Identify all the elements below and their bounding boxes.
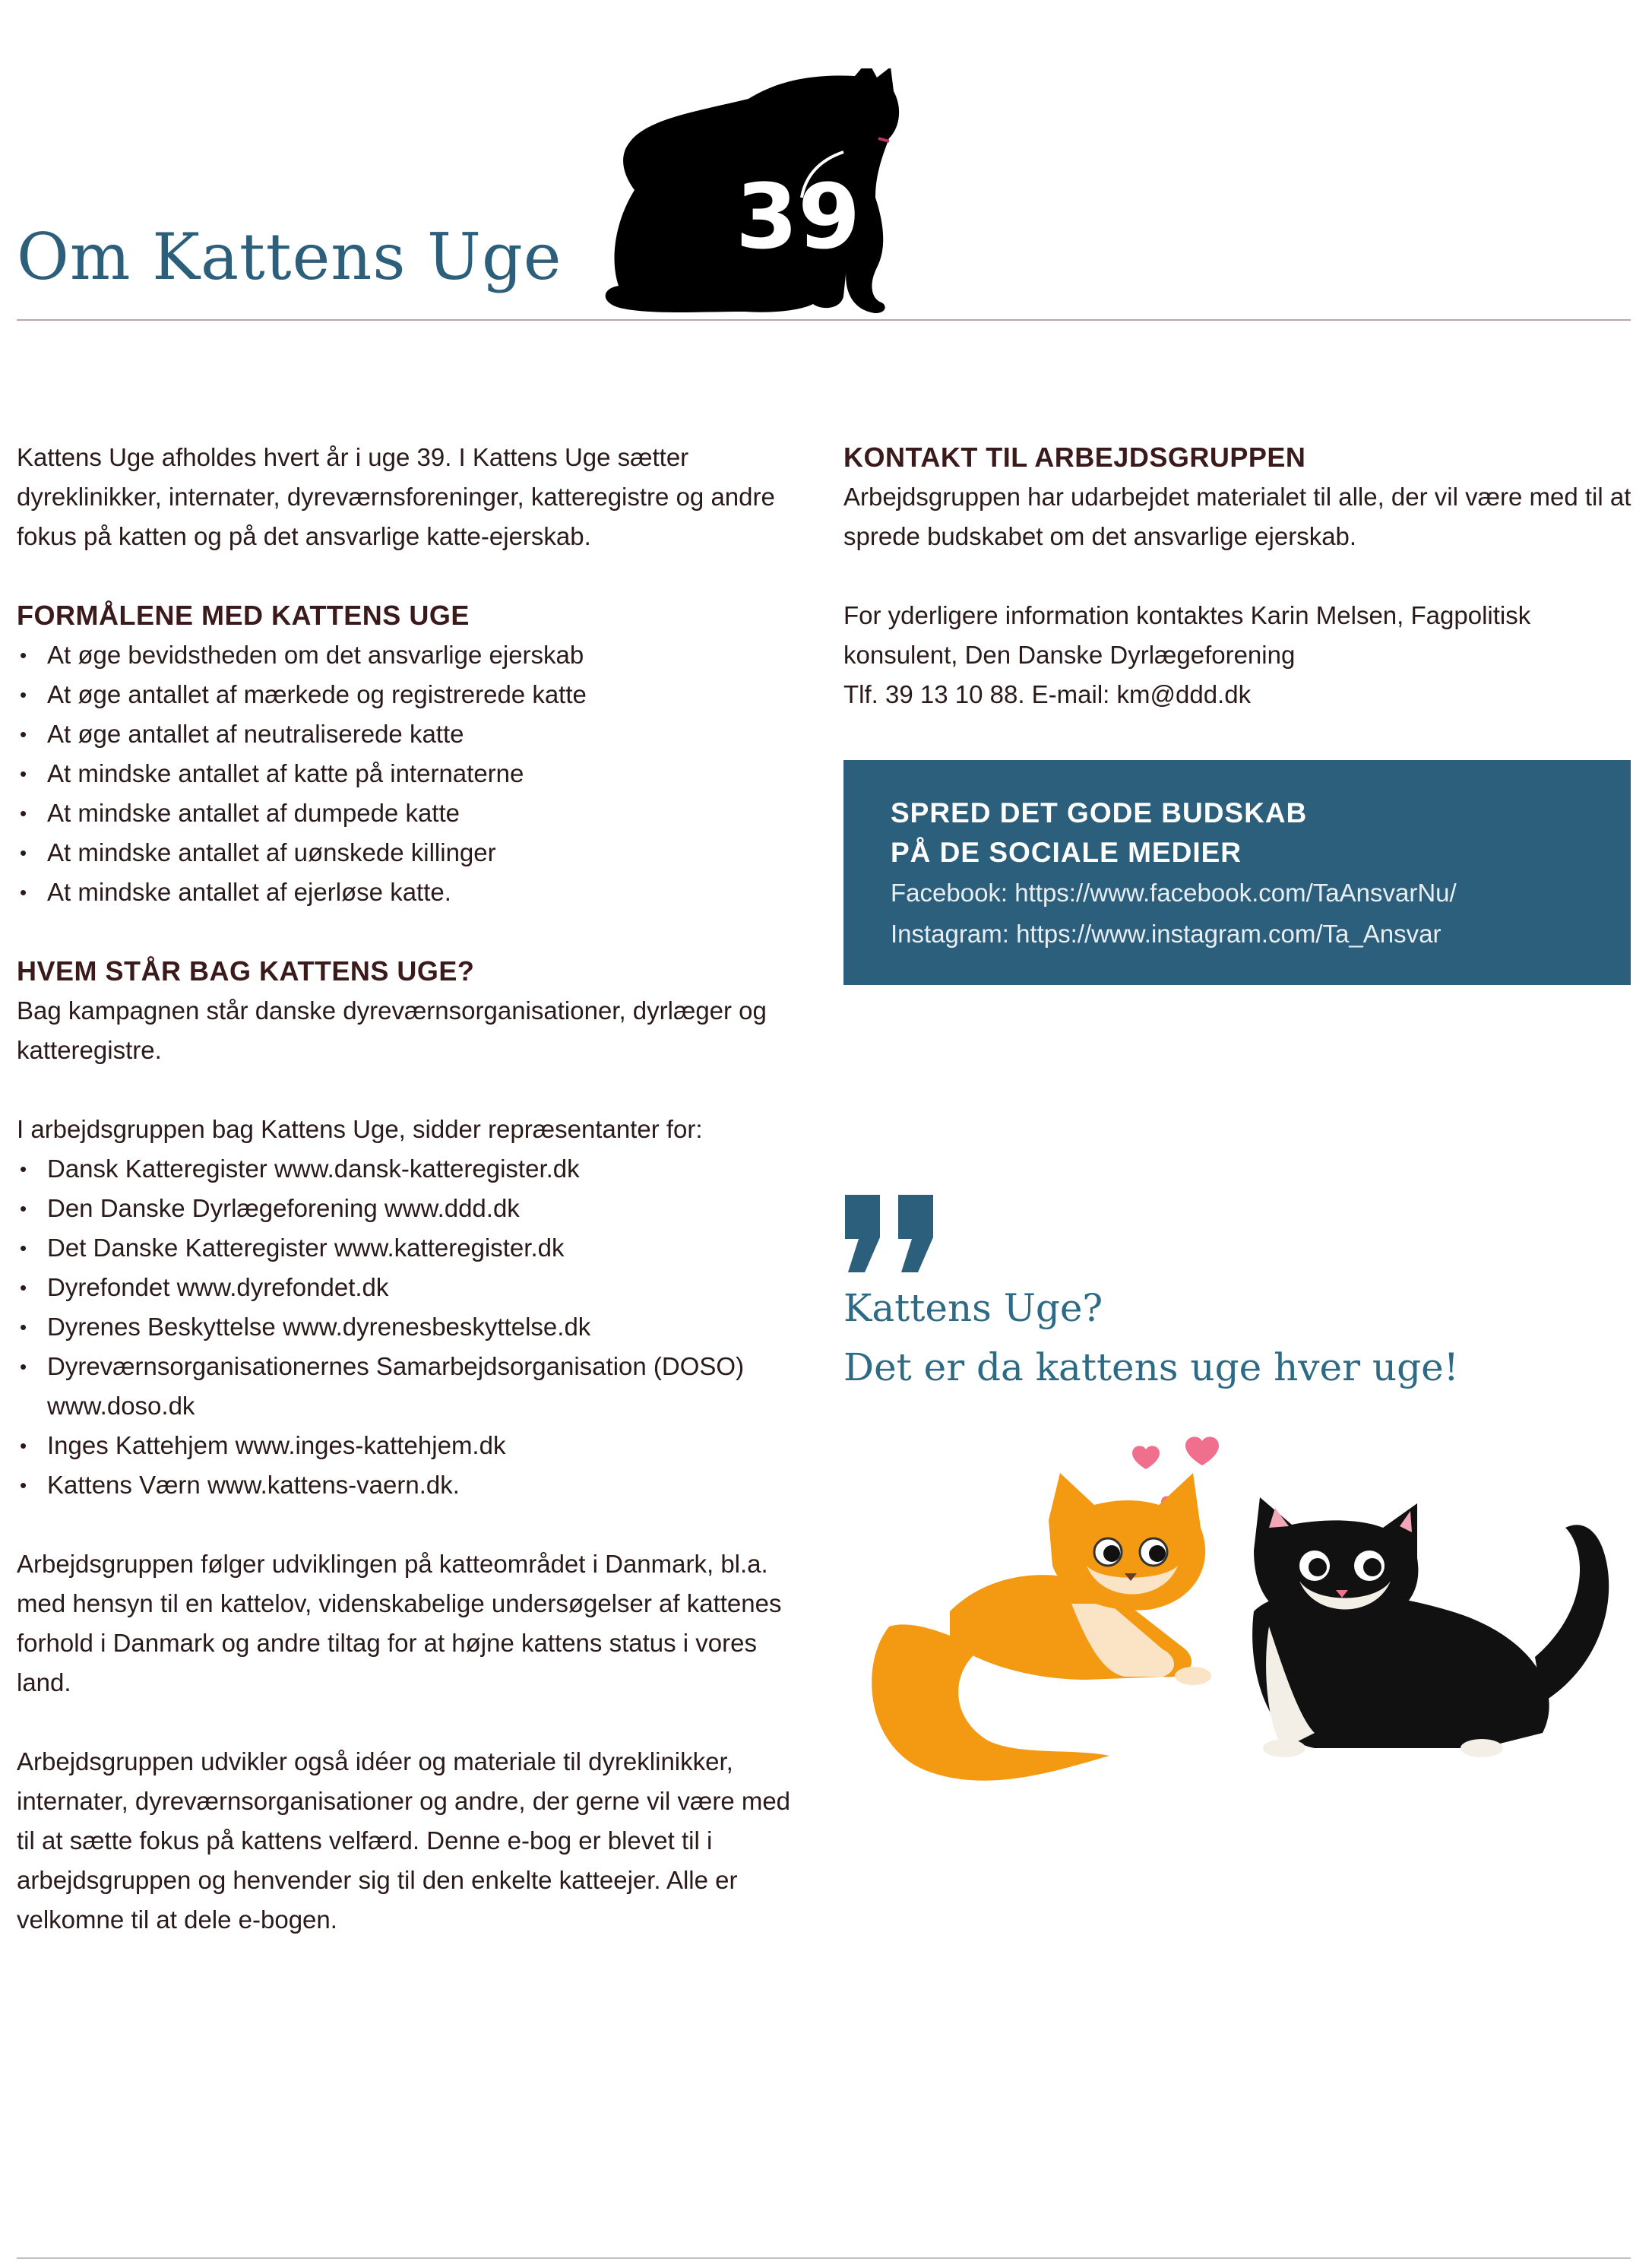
list-item: • Kattens Værn www.kattens-vaern.dk. xyxy=(17,1465,807,1505)
instagram-link[interactable]: Instagram: https://www.instagram.com/Ta_Ansvar xyxy=(891,920,1442,948)
logo-number: 39 xyxy=(736,164,861,269)
footer-divider xyxy=(17,2257,1631,2259)
cats-illustration xyxy=(859,1414,1634,1809)
workgroup-paragraph-2: Arbejdsgruppen udvikler også idéer og materiale til dyreklinikker, internater, dyreværnsorganisationer og andre, der gerne vil være med til at sætte fokus på kattens velfærd. Denne e-bog er blevet til i arbejdsgruppen og henvender sig til den enkelte katteejer. Alle er velkomne til at dele e-bogen. xyxy=(17,1747,791,1934)
list-item: • At øge antallet af mærkede og registrerede katte xyxy=(17,675,807,714)
page-title: Om Kattens Uge xyxy=(17,220,562,294)
heart-icon xyxy=(1132,1446,1160,1469)
list-item: • Inges Kattehjem www.inges-kattehjem.dk xyxy=(17,1426,807,1465)
workgroup-paragraph-1: Arbejdsgruppen følger udviklingen på katteområdet i Danmark, bl.a. med hensyn til en kattelov, videnskabelige undersøgelser af kattenes forhold i Danmark og andre tiltag for at højne kattens status i vores land. xyxy=(17,1550,782,1696)
contact-phone-email: Tlf. 39 13 10 88. E-mail: km@ddd.dk xyxy=(843,680,1252,708)
members-list xyxy=(17,1149,807,1505)
list-item: • Dyrefondet www.dyrefondet.dk xyxy=(17,1268,807,1307)
list-item: • Det Danske Katteregister www.katteregister.dk xyxy=(17,1228,807,1268)
heart-icon xyxy=(1185,1437,1219,1465)
goals-list xyxy=(17,635,807,912)
who-heading: HVEM STÅR BAG KATTENS UGE? xyxy=(17,955,475,987)
quote-line-2: Det er da kattens uge hver uge! xyxy=(843,1345,1459,1389)
list-item: • Dyrenes Beskyttelse www.dyrenesbeskyttelse.dk xyxy=(17,1307,807,1347)
list-item: • At øge bevidstheden om det ansvarlige ejerskab xyxy=(17,635,807,675)
list-item: • At mindske antallet af ejerløse katte. xyxy=(17,873,807,912)
list-item: • Dyreværnsorganisationernes Samarbejdsorganisation (DOSO) www.doso.dk xyxy=(17,1347,807,1426)
list-item: • At mindske antallet af katte på internaterne xyxy=(17,754,807,793)
left-column xyxy=(17,438,807,1940)
contact-info: For yderligere information kontaktes Karin Melsen, Fagpolitisk konsulent, Den Danske Dyrlægeforening xyxy=(843,601,1531,669)
list-item: • At mindske antallet af dumpede katte xyxy=(17,793,807,833)
social-heading-line2: PÅ DE SOCIALE MEDIER xyxy=(891,837,1242,868)
quote-mark-icon xyxy=(842,1192,942,1275)
cat-silhouette-logo xyxy=(593,68,927,327)
right-column xyxy=(843,438,1634,714)
contact-paragraph: Arbejdsgruppen har udarbejdet materialet til alle, der vil være med til at sprede budskabet om det ansvarlige ejerskab. xyxy=(843,483,1631,550)
list-item: • Dansk Katteregister www.dansk-katteregister.dk xyxy=(17,1149,807,1189)
list-item: • At mindske antallet af uønskede killinger xyxy=(17,833,807,873)
social-heading-line1: SPRED DET GODE BUDSKAB xyxy=(891,797,1308,828)
goals-heading: FORMÅLENE MED KATTENS UGE xyxy=(17,600,470,631)
list-item: • Den Danske Dyrlægeforening www.ddd.dk xyxy=(17,1189,807,1228)
list-item: • At øge antallet af neutraliserede katte xyxy=(17,714,807,754)
members-intro: I arbejdsgruppen bag Kattens Uge, sidder repræsentanter for: xyxy=(17,1115,703,1143)
header-divider xyxy=(17,319,1631,321)
facebook-link[interactable]: Facebook: https://www.facebook.com/TaAnsvarNu/ xyxy=(891,879,1457,907)
quote-text xyxy=(843,1278,1459,1397)
social-media-box xyxy=(843,760,1631,985)
quote-line-1: Kattens Uge? xyxy=(843,1286,1103,1330)
who-paragraph: Bag kampagnen står danske dyreværnsorganisationer, dyrlæger og katteregistre. xyxy=(17,996,767,1064)
contact-heading: KONTAKT TIL ARBEJDSGRUPPEN xyxy=(843,442,1306,473)
intro-paragraph: Kattens Uge afholdes hvert år i uge 39. I Kattens Uge sætter dyreklinikker, internater, dyreværnsforeninger, katteregistre og andre fokus på katten og på det ansvarlige katte-ejerskab. xyxy=(17,443,775,550)
